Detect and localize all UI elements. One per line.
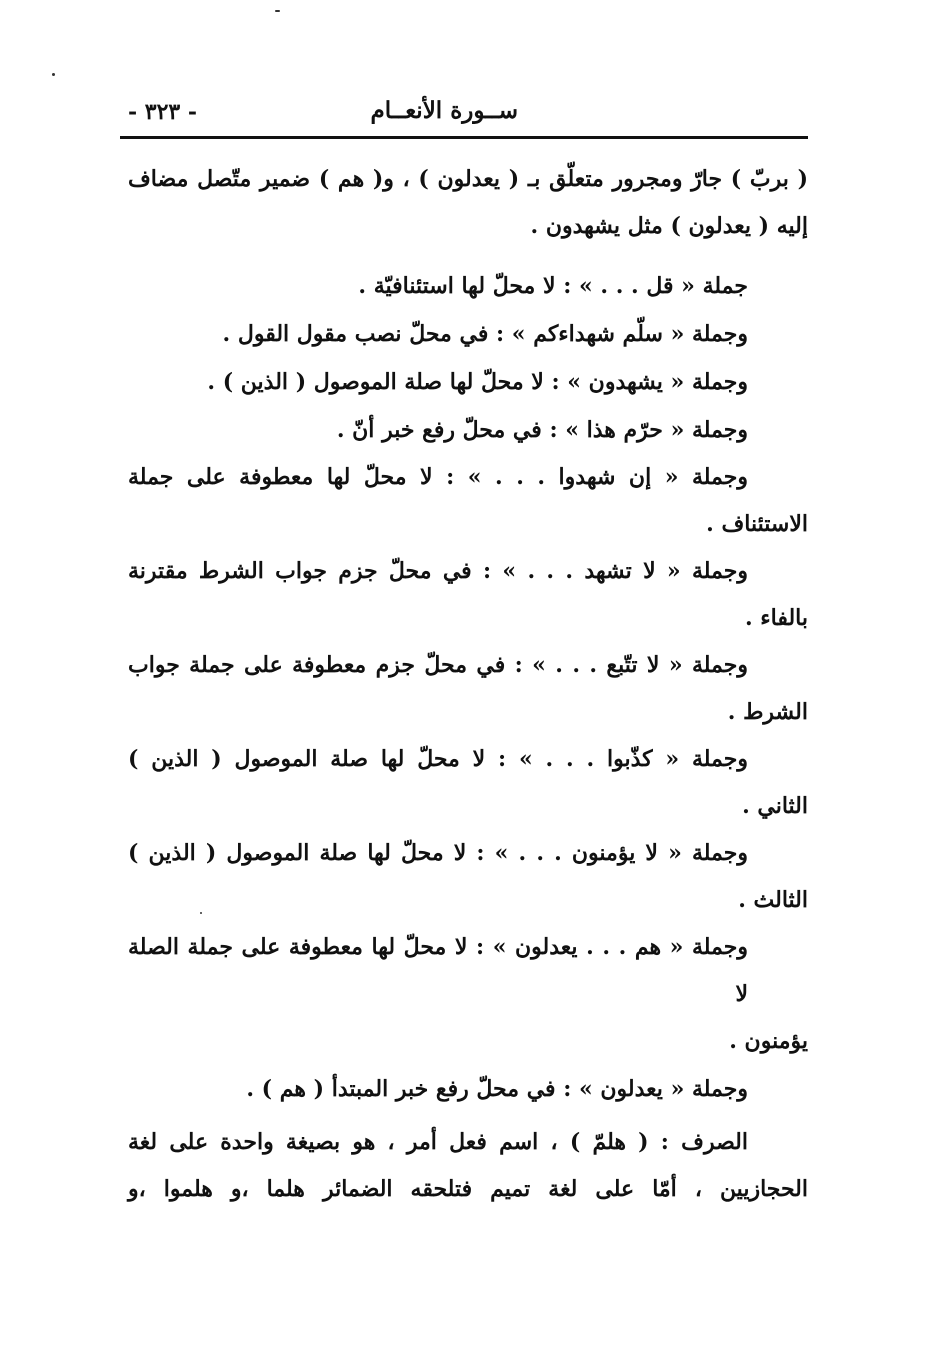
- scan-speck: [275, 10, 280, 12]
- sentence-8-cont: الثاني .: [742, 793, 808, 819]
- sentence-6: وجملة « لا تشهد . . . » : في محلّ جزم جواب الشرط مقترنة: [128, 558, 748, 584]
- sentence-9-cont: الثالث .: [738, 887, 808, 913]
- page-number: - ٣٢٣ -: [128, 99, 198, 125]
- sentence-4: وجملة « حرّم هذا » : في محلّ رفع خبر أنّ .: [336, 417, 748, 443]
- scan-speck: [52, 73, 55, 76]
- sentence-10: وجملة « هم . . . يعدلون » : لا محلّ لها معطوفة على جملة الصلة لا: [128, 934, 748, 1007]
- sarf-line-1: [128, 1119, 808, 1166]
- sarf-label: الصرف: [681, 1129, 748, 1155]
- sentence-9: وجملة « لا يؤمنون . . . » : لا محلّ لها صلة الموصول ( الذين ): [128, 840, 748, 866]
- page-body: [128, 156, 808, 1213]
- sentence-7-cont: الشرط .: [727, 699, 808, 725]
- surah-title: ســورة الأنعــام: [370, 97, 518, 124]
- header-rule: [120, 136, 808, 139]
- sentence-5: وجملة « إن شهدوا . . . » : لا محلّ لها معطوفة على جملة: [128, 464, 748, 490]
- sarf-line-2: الحجازيين ، أمّا على لغة تميم فتلحقه الضمائر هلما ،و هلموا ،و: [128, 1176, 808, 1202]
- page-header: [118, 95, 808, 135]
- sentence-11: وجملة « يعدلون » : في محلّ رفع خبر المبتدأ ( هم ) .: [246, 1076, 748, 1102]
- sentence-1: جملة « قل . . . » : لا محلّ لها استئنافيّة .: [358, 273, 748, 299]
- sentence-3: وجملة « يشهدون » : لا محلّ لها صلة الموصول ( الذين ) .: [207, 369, 748, 395]
- sentence-8: وجملة « كذّبوا . . . » : لا محلّ لها صلة الموصول ( الذين ): [128, 746, 748, 772]
- sentence-10-cont: يؤمنون .: [729, 1028, 808, 1054]
- sentence-5-cont: الاستئناف .: [706, 511, 808, 537]
- intro-line-1: ( بربّ ) جارّ ومجرور متعلّق بـ ( يعدلون ) ، و( هم ) ضمير متّصل مضاف: [128, 166, 808, 192]
- sentence-7: وجملة « لا تتّبع . . . » : في محلّ جزم معطوفة على جملة جواب: [128, 652, 748, 678]
- sentence-2: وجملة « سلّم شهداءكم » : في محلّ نصب مقول القول .: [222, 321, 748, 347]
- sentence-6-cont: بالفاء .: [744, 605, 808, 631]
- intro-line-2: إليه ( يعدلون ) مثل يشهدون .: [530, 213, 808, 239]
- sarf-text-1: : ( هلمّ ) ، اسم فعل أمر ، هو بصيغة واحدة على لغة: [128, 1129, 669, 1155]
